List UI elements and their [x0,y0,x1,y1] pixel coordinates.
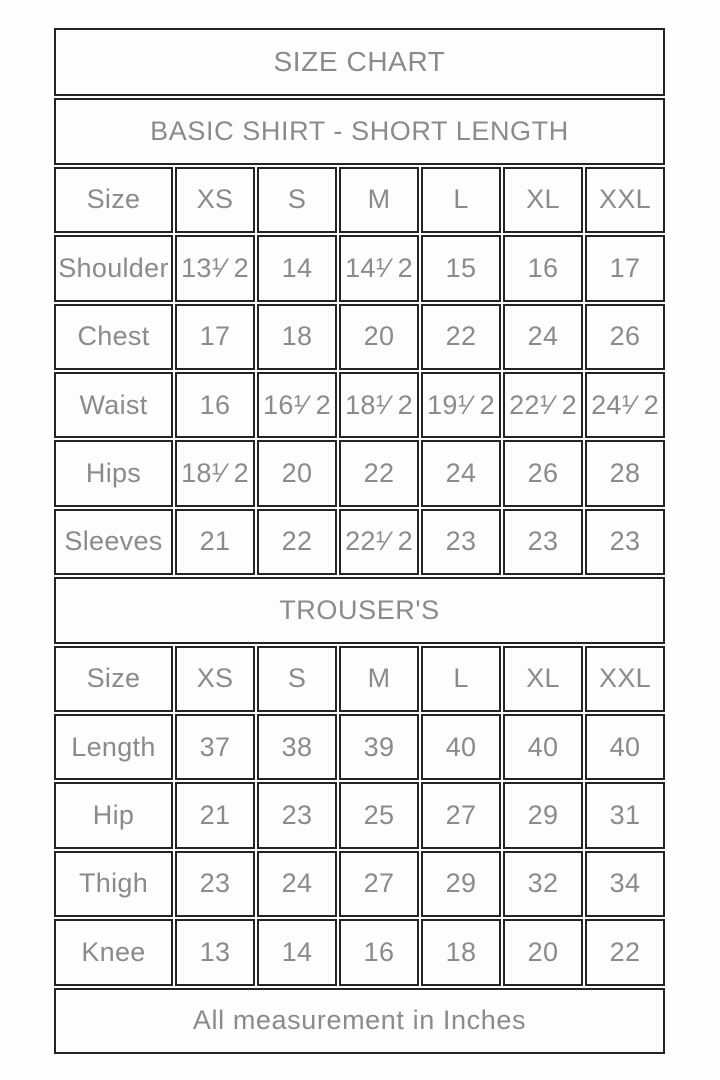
section-heading-row [54,577,665,643]
value-cell: 39 [339,714,419,780]
value-cell: 40 [421,714,501,780]
table-row [54,372,665,438]
value-cell: 18¹⁄ 2 [175,440,255,506]
title-row [54,28,665,96]
value-cell: 23 [257,782,337,848]
value-cell: 27 [339,851,419,917]
value-cell: 20 [257,440,337,506]
value-cell: 22 [257,509,337,575]
value-cell: 20 [339,304,419,370]
value-cell: 18¹⁄ 2 [339,372,419,438]
value-cell: 23 [175,851,255,917]
column-header: XL [503,167,583,233]
table-row [54,919,665,985]
value-cell: 31 [585,782,665,848]
value-cell: 22 [585,919,665,985]
value-cell: 22 [339,440,419,506]
value-cell: 24¹⁄ 2 [585,372,665,438]
value-cell: 22 [421,304,501,370]
value-cell: 27 [421,782,501,848]
value-cell: 40 [503,714,583,780]
table-row [54,304,665,370]
column-header: S [257,646,337,712]
value-cell: 16 [339,919,419,985]
value-cell: 25 [339,782,419,848]
table-row [54,235,665,301]
row-label: Sleeves [54,509,173,575]
row-label: Chest [54,304,173,370]
column-header: XXL [585,646,665,712]
value-cell: 14 [257,235,337,301]
table-row [54,714,665,780]
value-cell: 26 [503,440,583,506]
value-cell: 16¹⁄ 2 [257,372,337,438]
column-header-row [54,167,665,233]
table-row [54,782,665,848]
value-cell: 24 [503,304,583,370]
trouser-section-heading: TROUSER'S [54,577,665,643]
value-cell: 21 [175,509,255,575]
value-cell: 19¹⁄ 2 [421,372,501,438]
value-cell: 16 [175,372,255,438]
value-cell: 23 [585,509,665,575]
footer-row [54,988,665,1054]
row-label: Hips [54,440,173,506]
chart-title: SIZE CHART [54,28,665,96]
row-label: Waist [54,372,173,438]
value-cell: 26 [585,304,665,370]
value-cell: 29 [421,851,501,917]
value-cell: 22¹⁄ 2 [339,509,419,575]
column-header: M [339,167,419,233]
value-cell: 13¹⁄ 2 [175,235,255,301]
value-cell: 21 [175,782,255,848]
value-cell: 28 [585,440,665,506]
value-cell: 14 [257,919,337,985]
column-header: XS [175,646,255,712]
table-row [54,509,665,575]
value-cell: 13 [175,919,255,985]
column-header: S [257,167,337,233]
row-label: Shoulder [54,235,173,301]
value-cell: 17 [585,235,665,301]
column-header: L [421,646,501,712]
row-label: Hip [54,782,173,848]
row-label: Thigh [54,851,173,917]
row-label: Knee [54,919,173,985]
column-header: XXL [585,167,665,233]
table-row [54,851,665,917]
value-cell: 24 [257,851,337,917]
column-header: M [339,646,419,712]
value-cell: 15 [421,235,501,301]
value-cell: 34 [585,851,665,917]
value-cell: 16 [503,235,583,301]
shirt-section-heading: BASIC SHIRT - SHORT LENGTH [54,98,665,164]
value-cell: 18 [257,304,337,370]
footer-note: All measurement in Inches [54,988,665,1054]
column-header: XL [503,646,583,712]
column-header: Size [54,646,173,712]
table-row [54,440,665,506]
value-cell: 40 [585,714,665,780]
row-label: Length [54,714,173,780]
column-header: Size [54,167,173,233]
section-heading-row [54,98,665,164]
value-cell: 23 [421,509,501,575]
value-cell: 38 [257,714,337,780]
column-header: L [421,167,501,233]
value-cell: 18 [421,919,501,985]
value-cell: 20 [503,919,583,985]
column-header-row [54,646,665,712]
value-cell: 14¹⁄ 2 [339,235,419,301]
value-cell: 17 [175,304,255,370]
size-chart-table [52,26,667,1056]
value-cell: 22¹⁄ 2 [503,372,583,438]
value-cell: 32 [503,851,583,917]
value-cell: 24 [421,440,501,506]
value-cell: 23 [503,509,583,575]
column-header: XS [175,167,255,233]
value-cell: 29 [503,782,583,848]
value-cell: 37 [175,714,255,780]
